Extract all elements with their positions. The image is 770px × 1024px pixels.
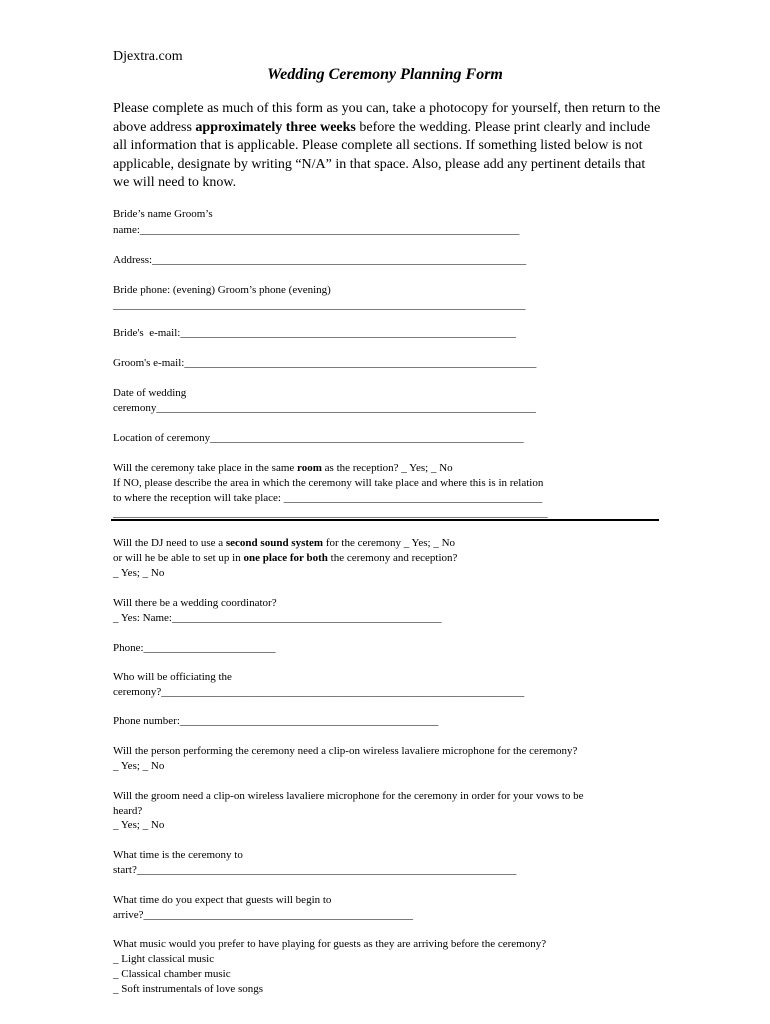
officiant-label: Who will be officiating the [113, 671, 232, 683]
officiant-field[interactable]: ceremony?__________________________________________________________________ [113, 686, 525, 698]
arrival-time-label: What time do you expect that guests will begin to [113, 894, 332, 906]
officiant-mic-options[interactable]: _ Yes; _ No [113, 760, 165, 772]
music-option[interactable]: _ Soft instrumentals of love songs [113, 983, 264, 995]
names-field[interactable]: name:_____________________________________________________________________ [113, 224, 520, 236]
intro-text-continued: before the wedding. Please print clearly and include all information that is applicable. Please complete all sections. If something listed below is not applicable, designate by writing “N/A” in that space. Also, please add any pertinent details that we will need to know. [113, 119, 651, 190]
date-label: Date of wedding [113, 387, 187, 399]
same-room-question [113, 461, 453, 476]
phone-label: Bride phone: (evening) Groom’s phone (evening) [113, 284, 331, 296]
room-blank-line[interactable]: _______________________________________________________________________________ [113, 507, 548, 519]
date-field[interactable]: ceremony_____________________________________________________________________ [113, 402, 536, 414]
music-option[interactable]: _ Light classical music [113, 953, 215, 965]
sound-system-options[interactable]: for the ceremony _ Yes; _ No [323, 537, 456, 549]
location-field[interactable]: Location of ceremony_________________________________________________________ [113, 432, 524, 444]
officiant-mic-question: Will the person performing the ceremony need a clip-on wireless lavaliere microphone for the ceremony? [113, 745, 578, 757]
music-option[interactable]: _ Classical chamber music [113, 968, 231, 980]
page-title: Wedding Ceremony Planning Form [267, 66, 503, 83]
names-label: Bride’s name Groom’s [113, 208, 213, 220]
one-place-text-end: the ceremony and reception? [327, 552, 458, 564]
sound-system-text: Will the DJ need to use a [113, 537, 226, 549]
section-divider [111, 519, 659, 521]
coordinator-phone-field[interactable]: Phone:________________________ [113, 642, 276, 654]
same-room-text: Will the ceremony take place in the same [113, 462, 298, 474]
groom-email-field[interactable]: Groom's e-mail:________________________________________________________________ [113, 357, 537, 369]
intro-emphasis: approximately three weeks [195, 119, 356, 135]
start-time-field[interactable]: start?_____________________________________________________________________ [113, 864, 517, 876]
start-time-label: What time is the ceremony to [113, 849, 243, 861]
coordinator-question: Will there be a wedding coordinator? [113, 597, 277, 609]
site-name: Djextra.com [113, 49, 183, 64]
one-place-text: or will he be able to set up in [113, 552, 244, 564]
arrival-time-field[interactable]: arrive?_________________________________________________ [113, 909, 414, 921]
coordinator-name-field[interactable]: _ Yes: Name:_________________________________________________ [113, 612, 442, 624]
groom-mic-options[interactable]: _ Yes; _ No [113, 819, 165, 831]
same-room-emphasis: room [297, 462, 322, 474]
groom-mic-question: Will the groom need a clip-on wireless lavaliere microphone for the ceremony in order for your vows to be [113, 790, 584, 802]
address-field[interactable]: Address:____________________________________________________________________ [113, 254, 527, 266]
sound-system-emphasis: second sound system [225, 537, 324, 549]
intro-paragraph [113, 100, 661, 193]
intro-text: Please complete as much of this form as you can, take a photocopy for yourself, then return to the above address [113, 101, 661, 135]
music-question: What music would you prefer to have playing for guests as they are arriving before the ceremony? [113, 938, 547, 950]
bride-email-field[interactable]: Bride's e-mail:_____________________________________________________________ [113, 327, 516, 339]
room-if-no-text: If NO, please describe the area in which the ceremony will take place and where this is in relation [113, 477, 544, 489]
one-place-question [113, 551, 457, 566]
sound-system-question [113, 536, 455, 551]
officiant-phone-field[interactable]: Phone number:_______________________________________________ [113, 715, 439, 727]
groom-mic-question-end: heard? [113, 805, 143, 817]
phone-field[interactable]: ___________________________________________________________________________ [113, 299, 526, 311]
room-relation-field[interactable]: to where the reception will take place: _______________________________________________ [113, 492, 543, 504]
one-place-emphasis: one place for both [243, 552, 328, 564]
one-place-options[interactable]: _ Yes; _ No [113, 567, 165, 579]
same-room-options[interactable]: as the reception? _ Yes; _ No [321, 462, 453, 474]
